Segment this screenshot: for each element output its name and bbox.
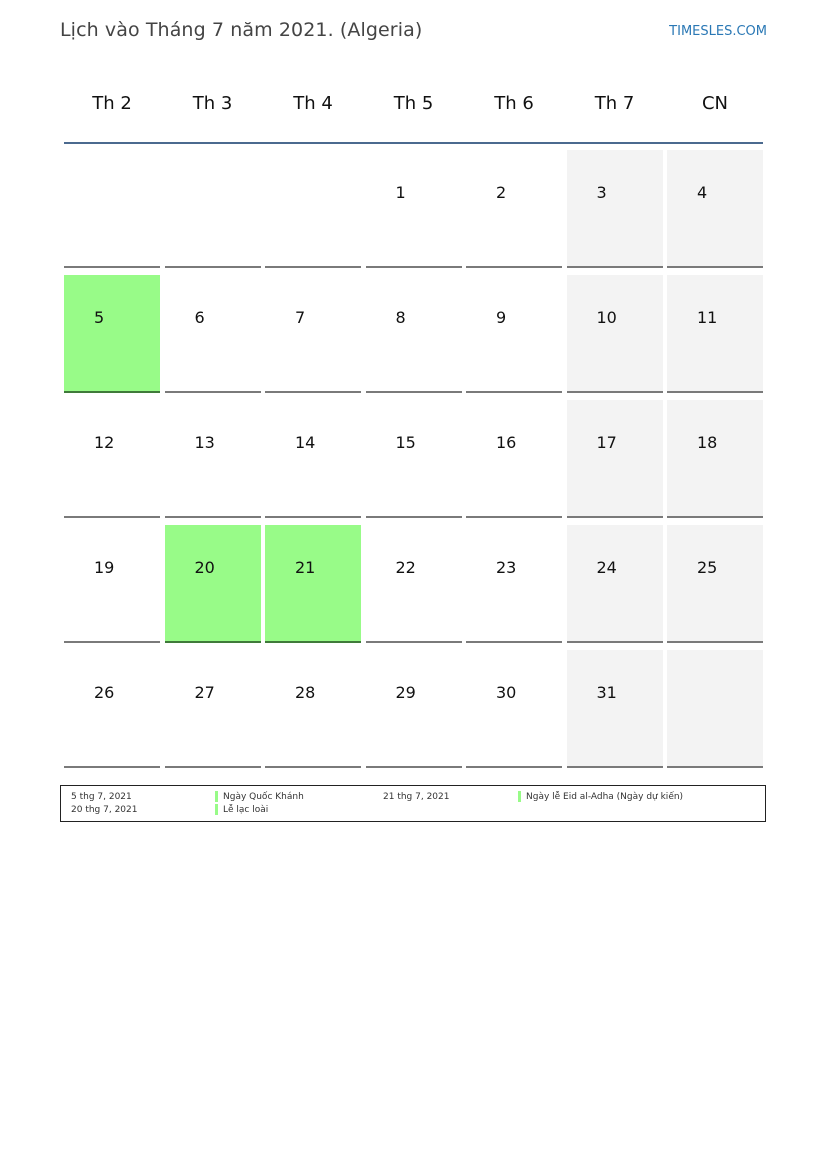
day-number: 3 [596,183,607,202]
day-cell[interactable] [366,525,462,643]
day-cell[interactable] [165,525,261,643]
day-cell[interactable] [265,650,361,768]
day-cell[interactable] [64,400,160,518]
legend-date: 21 thg 7, 2021 [383,792,450,802]
day-cell[interactable] [265,525,361,643]
day-cell[interactable] [567,275,663,393]
day-cell[interactable] [64,650,160,768]
calendar-grid [64,150,763,770]
day-number: 13 [194,433,215,452]
weekday-thu: Th 5 [393,93,434,114]
legend-holiday-name: Lễ lạc loài [223,805,269,815]
day-number: 31 [596,683,617,702]
day-number: 12 [94,433,115,452]
day-cell[interactable] [366,400,462,518]
day-number: 11 [697,308,718,327]
day-cell[interactable] [667,525,763,643]
weekday-header-row [64,72,763,142]
day-cell[interactable] [466,275,562,393]
day-number: 28 [295,683,316,702]
day-number: 8 [395,308,406,327]
weekday-wed: Th 4 [293,93,333,114]
day-cell[interactable] [667,400,763,518]
legend-date: 5 thg 7, 2021 [71,792,132,802]
holiday-legend [60,785,766,822]
legend-color-marker [518,791,521,802]
day-cell[interactable] [466,525,562,643]
day-cell[interactable] [265,275,361,393]
day-number: 17 [596,433,617,452]
page-title: Lịch vào Tháng 7 năm 2021. (Algeria) [60,19,423,41]
day-cell[interactable] [466,400,562,518]
day-number: 22 [395,558,416,577]
day-number: 5 [94,308,105,327]
header-divider [64,142,763,144]
day-cell[interactable] [165,650,261,768]
weekday-tue: Th 3 [192,93,233,114]
day-number: 24 [596,558,617,577]
day-cell[interactable] [567,525,663,643]
day-cell[interactable] [667,150,763,268]
empty-day-cell [165,150,261,268]
day-number: 1 [395,183,406,202]
empty-day-cell [667,650,763,768]
legend-holiday-name: Ngày Quốc Khánh [223,792,304,802]
weekday-fri: Th 6 [494,93,534,114]
day-cell[interactable] [366,650,462,768]
day-number: 26 [94,683,115,702]
legend-date: 20 thg 7, 2021 [71,805,138,815]
brand-link[interactable]: TIMESLES.COM [669,24,767,39]
day-number: 15 [395,433,416,452]
day-cell[interactable] [466,650,562,768]
empty-day-cell [64,150,160,268]
weekday-sat: Th 7 [594,93,635,114]
day-cell[interactable] [64,275,160,393]
legend-color-marker [215,804,218,815]
day-cell[interactable] [567,400,663,518]
day-cell[interactable] [64,525,160,643]
empty-day-cell [265,150,361,268]
day-number: 23 [496,558,517,577]
legend-holiday-name: Ngày lễ Eid al-Adha (Ngày dự kiến) [526,792,684,802]
day-number: 4 [697,183,708,202]
day-number: 29 [395,683,416,702]
day-number: 10 [596,308,617,327]
day-number: 25 [697,558,718,577]
day-cell[interactable] [466,150,562,268]
day-cell[interactable] [667,275,763,393]
day-number: 27 [194,683,215,702]
legend-color-marker [215,791,218,802]
weekday-mon: Th 2 [92,93,132,114]
day-number: 20 [194,558,215,577]
day-cell[interactable] [366,275,462,393]
day-cell[interactable] [165,275,261,393]
day-number: 30 [496,683,517,702]
day-number: 14 [295,433,316,452]
day-number: 19 [94,558,115,577]
day-number: 18 [697,433,718,452]
day-cell[interactable] [567,150,663,268]
day-cell[interactable] [265,400,361,518]
day-number: 21 [295,558,316,577]
day-number: 2 [496,183,507,202]
day-cell[interactable] [165,400,261,518]
day-number: 9 [496,308,507,327]
day-cell[interactable] [567,650,663,768]
day-number: 6 [194,308,205,327]
day-cell[interactable] [366,150,462,268]
day-number: 16 [496,433,517,452]
day-number: 7 [295,308,306,327]
weekday-sun: CN [701,93,729,114]
